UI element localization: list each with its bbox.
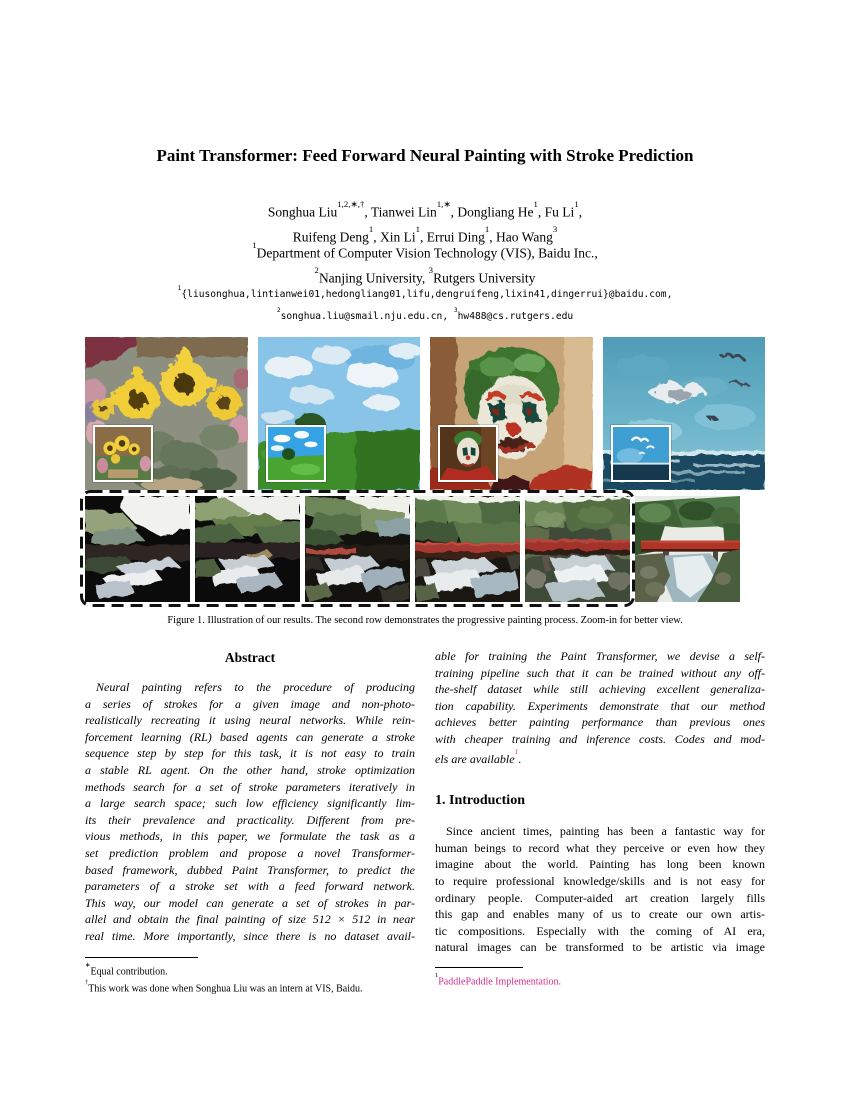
abstract-paragraph-left: Neural painting refers to the procedure of producing a series of strokes for a given image and non-photo- realistically recreating it using neural networks. While rein- forcement learning (RL) based agents can generate a stroke sequence step by step for this task, it is not easy to train a stable RL agent. On the other hand, stroke optimization methods search for a set of stroke parameters iteratively in a large search space; such low efficiency significantly lim- its their prevalence and practicality. Different from pre- vious methods, in this paper, we formulate the task as a set prediction problem and propose a novel Transformer- based framework, dubbed Paint Transformer, to predict the parameters of a stroke set with a feed forward network. This way, our model can generate a set of strokes in par- allel and obtain the final painting of size 512 × 512 in near real time. More importantly, since there is no dataset avail- [85, 680, 415, 943]
affiliation-line-2: $^2$Nanjing University, $^3$Rutgers University [314, 264, 536, 285]
abstract-paragraph-right: able for training the Paint Transformer, we devise a self- training pipeline such that it can be trained without any off- the-shelf dataset while still achieving excellent generaliza- tion capability. Experiments demonstrate that our method achieves better painting performance than previous ones with cheaper training and inference costs. Codes and mod- els are available$^1$. [435, 649, 765, 766]
seagulls-original-inset [611, 425, 671, 482]
paper-title: Paint Transformer: Feed Forward Neural Painting with Stroke Prediction [156, 146, 694, 165]
affiliation-block [0, 239, 850, 288]
joker-original-inset [438, 425, 498, 482]
footnote-rule-left [85, 957, 198, 958]
footnote-paddlepaddle-link[interactable]: $^1$PaddlePaddle Implementation. [435, 972, 561, 988]
left-column [85, 650, 415, 945]
seagulls-original-image [613, 427, 669, 480]
right-column [435, 648, 765, 956]
email-block [0, 282, 850, 326]
email-line-2: $^2$songhua.liu@smail.nju.edu.cn, $^3$hw488@cs.rutgers.edu [276, 307, 574, 323]
abstract-heading: Abstract [224, 650, 276, 665]
bridge-stage-4-image [415, 496, 520, 602]
author-line-1: Songhua Liu$^{1,2,∗,\dagger}$, Tianwei Lin$^{1,∗}$, Dongliang He$^1$, Fu Li$^1$, [267, 199, 583, 220]
figure1-bottom-row [85, 496, 765, 602]
left-footnotes [85, 957, 415, 997]
green-meadow-painting [258, 337, 421, 490]
right-footnotes [435, 967, 765, 989]
meadow-original-image [268, 427, 324, 480]
footnote-intern-note: †This work was done when Songhua Liu was an intern at VIS, Baidu. [85, 979, 363, 995]
bridge-stage-2-image [195, 496, 300, 602]
sunflowers-painting [85, 337, 248, 490]
sunflowers-original-inset [93, 425, 153, 482]
figure1-top-row [85, 337, 765, 490]
bridge-stage-2 [195, 496, 300, 602]
footnote-rule-right [435, 967, 523, 968]
footnote-equal-contribution: ∗Equal contribution. [85, 962, 168, 978]
bridge-target-photo-image [635, 496, 740, 602]
bridge-stage-3 [305, 496, 410, 602]
bridge-stage-5-image [525, 496, 630, 602]
meadow-original-inset [266, 425, 326, 482]
bridge-stage-1 [85, 496, 190, 602]
sunflowers-original-image [95, 427, 151, 480]
bridge-stage-5 [525, 496, 630, 602]
author-line-2: Ruifeng Deng$^1$, Xin Li$^1$, Errui Ding$^1$, Hao Wang$^3$ [292, 223, 558, 244]
joker-portrait-painting [430, 337, 593, 490]
introduction-heading: 1. Introduction [435, 793, 525, 809]
figure1-caption: Figure 1. Illustration of our results. The second row demonstrates the progressive painting process. Zoom-in for better view. [167, 615, 683, 626]
bridge-stage-4 [415, 496, 520, 602]
affiliation-line-1: $^1$Department of Computer Vision Technology (VIS), Baidu Inc., [252, 240, 598, 261]
joker-original-image [440, 427, 496, 480]
bridge-stage-1-image [85, 496, 190, 602]
seagulls-painting [603, 337, 766, 490]
email-line-1: $^1${liusonghua,lintianwei01,hedongliang01,lifu,dengruifeng,lixin41,dingerrui}@baidu.com, [177, 285, 673, 301]
bridge-stage-3-image [305, 496, 410, 602]
bridge-target-photo [635, 496, 740, 602]
introduction-paragraph: Since ancient times, painting has been a fantastic way for human beings to record what they perceive or even how they imagine about the world. Painting has long been known to require professional knowledge/skills and is not easy for ordinary people. Computer-aided art creation largely fills this gap and enables many of us to create our own artis- tic compositions. Especially with the coming of AI era, natural images can be transformed to be artistic via image [435, 824, 765, 955]
